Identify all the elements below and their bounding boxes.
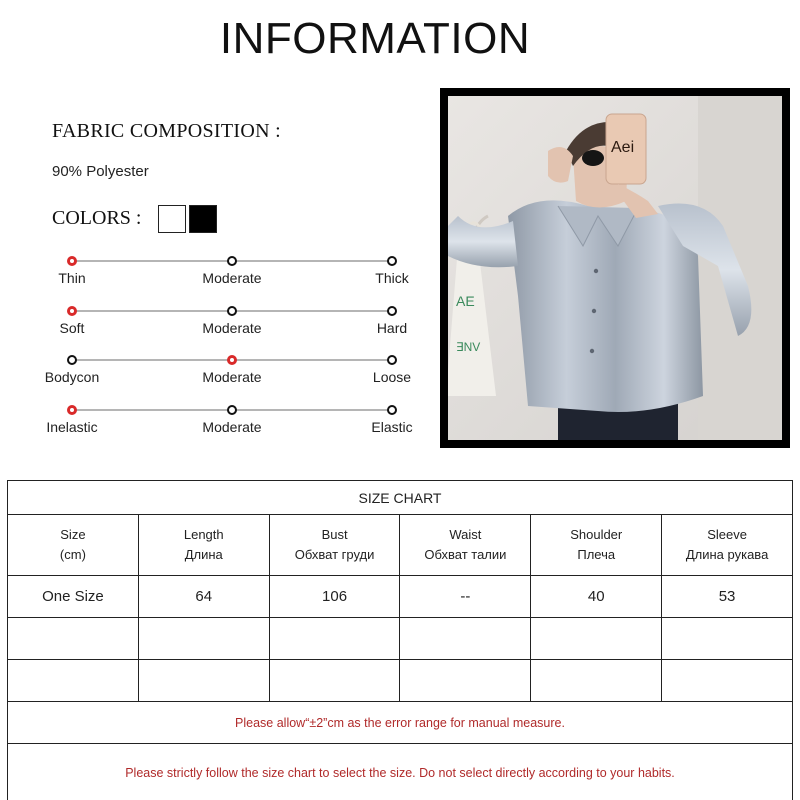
color-swatch-white	[158, 205, 186, 233]
table-cell	[400, 618, 531, 660]
scale-label: Thin	[58, 270, 86, 286]
scale-label: Inelastic	[46, 419, 98, 435]
colors-label: COLORS :	[52, 207, 142, 229]
table-cell	[138, 618, 269, 660]
scale-label: Elastic	[371, 419, 413, 435]
header-size: Size (cm)	[8, 515, 139, 576]
thickness-scale	[58, 256, 409, 300]
table-cell	[400, 660, 531, 702]
svg-text:AE: AE	[456, 293, 475, 309]
scale-label: Hard	[376, 320, 408, 336]
scale-label: Moderate	[202, 369, 262, 385]
softness-scale	[59, 306, 408, 350]
table-row	[8, 576, 793, 618]
scale-label: Moderate	[202, 419, 262, 435]
table-cell	[531, 618, 662, 660]
scale-dot	[387, 405, 397, 415]
table-cell: --	[400, 576, 531, 618]
scale-dot	[67, 405, 77, 415]
table-cell: 53	[662, 576, 793, 618]
svg-text:∃NV: ∃NV	[456, 340, 481, 354]
header-bust: Bust Обхват груди	[269, 515, 400, 576]
header-shoulder: Shoulder Плеча	[531, 515, 662, 576]
scale-dot	[67, 256, 77, 266]
product-photo-frame	[440, 88, 790, 448]
table-row	[8, 618, 793, 660]
phone-case-text: Aei	[611, 139, 635, 156]
measurement-error-note: Please allow“±2”cm as the error range for manual measure.	[8, 702, 793, 744]
scale-label: Loose	[372, 369, 412, 385]
table-cell: 106	[269, 576, 400, 618]
product-photo	[448, 96, 782, 440]
table-cell	[662, 660, 793, 702]
header-sleeve: Sleeve Длина рукава	[662, 515, 793, 576]
scale-label: Moderate	[202, 270, 262, 286]
table-cell	[269, 618, 400, 660]
table-cell	[138, 660, 269, 702]
size-chart-caption: SIZE CHART	[8, 481, 793, 515]
table-cell	[269, 660, 400, 702]
table-cell: 40	[531, 576, 662, 618]
table-cell: One Size	[8, 576, 139, 618]
size-chart-table	[7, 480, 793, 800]
scale-dot	[227, 405, 237, 415]
table-row	[8, 660, 793, 702]
elasticity-scale	[46, 405, 413, 449]
scale-dot	[227, 256, 237, 266]
scale-dot	[67, 306, 77, 316]
model-photo-illustration	[448, 96, 782, 440]
table-cell: 64	[138, 576, 269, 618]
table-cell	[662, 618, 793, 660]
header-length: Length Длина	[138, 515, 269, 576]
scale-label: Bodycon	[44, 369, 100, 385]
scale-label: Soft	[59, 320, 85, 336]
scale-label: Moderate	[202, 320, 262, 336]
scale-dot	[67, 355, 77, 365]
table-cell	[8, 618, 139, 660]
size-chart-header-row	[8, 515, 793, 576]
table-cell	[531, 660, 662, 702]
scale-dot	[227, 306, 237, 316]
fit-scale	[44, 355, 412, 399]
scale-label: Thick	[375, 270, 409, 286]
scale-dot	[227, 355, 237, 365]
scale-dot	[387, 306, 397, 316]
scale-dot	[387, 355, 397, 365]
header-waist: Waist Обхват талии	[400, 515, 531, 576]
size-selection-note: Please strictly follow the size chart to select the size. Do not select directly according to your habits.	[8, 744, 793, 800]
table-cell	[8, 660, 139, 702]
scale-dot	[387, 256, 397, 266]
page-title: INFORMATION	[219, 14, 531, 63]
color-swatch-black	[189, 205, 217, 233]
fabric-composition-label: FABRIC COMPOSITION :	[52, 120, 281, 142]
fabric-composition-value: 90% Polyester	[52, 163, 149, 180]
